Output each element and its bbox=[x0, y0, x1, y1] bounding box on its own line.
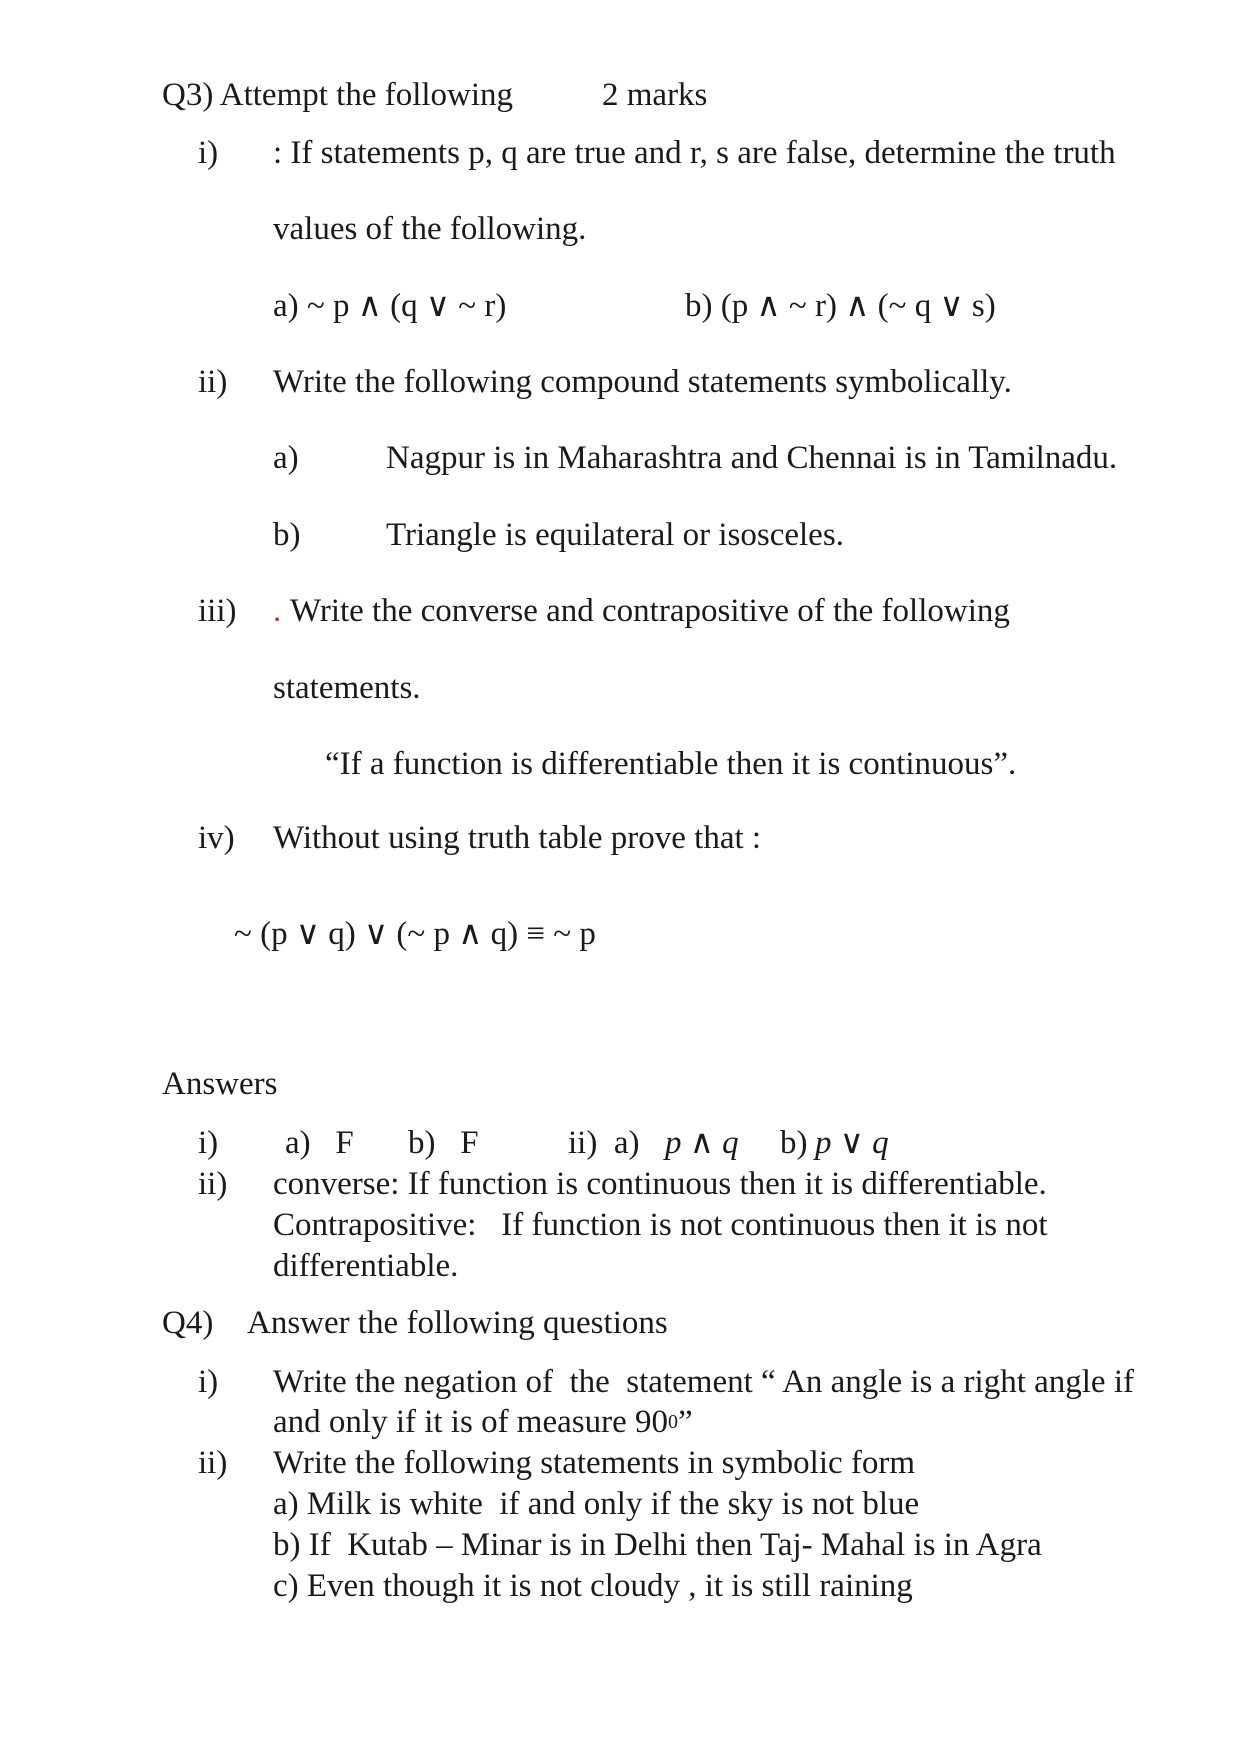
q4-i-line2-text: and only if it is of measure 90 bbox=[273, 1404, 669, 1440]
answers-ii-label: ii) a) bbox=[568, 1125, 640, 1161]
q4-title: Q4) bbox=[162, 1305, 214, 1341]
q4-i-close-quote: ” bbox=[678, 1404, 693, 1440]
answers-converse: converse: If function is continuous then it is differentiable. bbox=[273, 1166, 1047, 1202]
q4-heading: Answer the following questions bbox=[247, 1305, 668, 1341]
q3-i-line2: values of the following. bbox=[273, 211, 587, 247]
q3-iv-formula: ~ (p ∨ q) ∨ (~ p ∧ q) ≡ ~ p bbox=[234, 916, 596, 952]
answers-contrapositive: Contrapositive: If function is not continuous then it is not bbox=[273, 1207, 1048, 1243]
answers-i-number: i) bbox=[198, 1125, 219, 1161]
q4-i-degree: 0 bbox=[668, 1411, 679, 1433]
q3-iv-text: Without using truth table prove that : bbox=[273, 820, 762, 856]
q3-iii-number: iii) bbox=[198, 593, 237, 629]
answers-contrapositive-line2: differentiable. bbox=[273, 1248, 459, 1284]
q3-title: Q3) Attempt the following bbox=[162, 77, 514, 113]
q4-ii-c: c) Even though it is not cloudy , it is still raining bbox=[273, 1568, 913, 1604]
q4-ii-b: b) If Kutab – Minar is in Delhi then Taj- Mahal is in Agra bbox=[273, 1527, 1042, 1563]
q3-ii-text: Write the following compound statements symbolically. bbox=[273, 364, 1012, 400]
q3-ii-b-text: Triangle is equilateral or isosceles. bbox=[386, 517, 844, 553]
answers-i-b: b) F bbox=[408, 1125, 479, 1161]
q3-ii-b-label: b) bbox=[273, 517, 301, 553]
q3-ii-number: ii) bbox=[198, 364, 228, 400]
q3-ii-a-label: a) bbox=[273, 440, 299, 476]
q3-ii-a-text: Nagpur is in Maharashtra and Chennai is in Tamilnadu. bbox=[386, 440, 1118, 476]
answers-title: Answers bbox=[162, 1066, 278, 1102]
q3-marks: 2 marks bbox=[602, 77, 708, 113]
q3-i-number: i) bbox=[198, 135, 219, 171]
answers-ii-number: ii) bbox=[198, 1166, 228, 1202]
q3-iv-number: iv) bbox=[198, 820, 235, 856]
q4-i-line1: Write the negation of the statement “ An angle is a right angle if bbox=[273, 1364, 1134, 1400]
answers-ii-b: p ∨ q bbox=[815, 1125, 889, 1161]
q4-ii-text: Write the following statements in symbolic form bbox=[273, 1445, 916, 1481]
q4-ii-a: a) Milk is white if and only if the sky is not blue bbox=[273, 1486, 920, 1522]
answers-i-a: a) F bbox=[285, 1125, 354, 1161]
q4-i-number: i) bbox=[198, 1364, 219, 1400]
q4-ii-number: ii) bbox=[198, 1445, 228, 1481]
q3-iii-quote: “If a function is differentiable then it is continuous”. bbox=[325, 746, 1017, 782]
q3-i-part-b: b) (p ∧ ~ r) ∧ (~ q ∨ s) bbox=[685, 288, 996, 324]
q3-iii-dot: . bbox=[273, 593, 282, 629]
answers-ii-b-label: b) bbox=[780, 1125, 808, 1161]
answers-ii-a: p ∧ q bbox=[665, 1125, 739, 1161]
q3-iii-line1: Write the converse and contrapositive of the following bbox=[290, 593, 1010, 629]
q3-iii-line2: statements. bbox=[273, 670, 421, 706]
q3-i-line1: : If statements p, q are true and r, s are false, determine the truth bbox=[273, 135, 1116, 171]
q3-i-part-a: a) ~ p ∧ (q ∨ ~ r) bbox=[273, 288, 507, 324]
q4-i-line2 bbox=[273, 1406, 693, 1439]
